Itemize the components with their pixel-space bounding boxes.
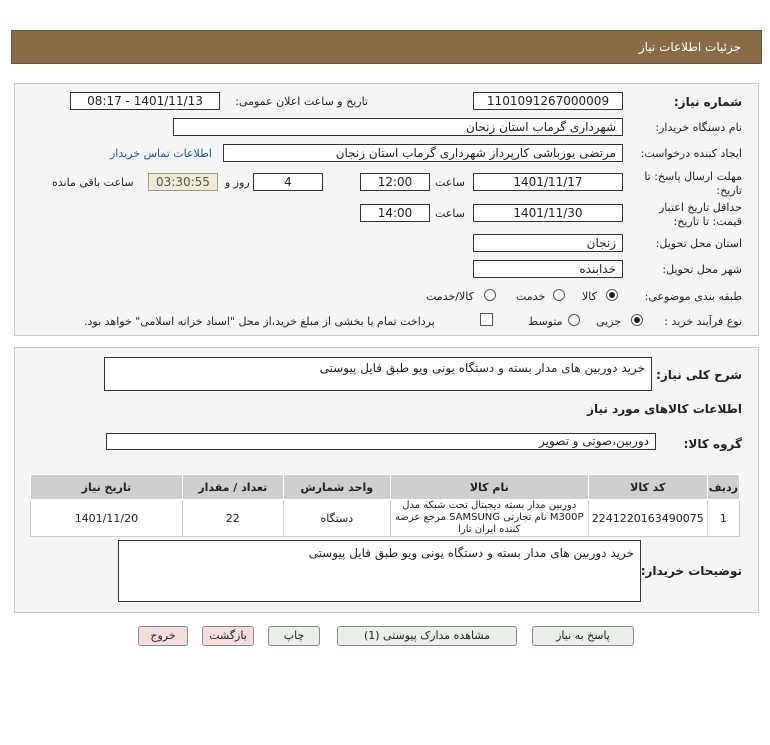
remaining-label: ساعت باقی مانده — [52, 176, 134, 189]
creator-label: ایجاد کننده درخواست: — [640, 147, 742, 160]
table-row — [31, 500, 740, 537]
process-radio-medium[interactable] — [568, 314, 580, 326]
reply-button[interactable]: پاسخ به نیاز — [532, 626, 634, 646]
cell-unit: دستگاه — [283, 500, 390, 537]
cell-item-code: 2241220163490075 — [588, 500, 707, 537]
deadline-label: مهلت ارسال پاسخ: تا — [644, 170, 742, 183]
city-label: شهر محل تحویل: — [662, 263, 742, 276]
validity-date-field: 1401/11/30 — [473, 204, 623, 222]
col-row-number: ردیف — [707, 475, 739, 500]
need-number-field: 1101091267000009 — [473, 92, 623, 110]
deadline-time-field: 12:00 — [360, 173, 430, 191]
city-field: خدابنده — [473, 260, 623, 278]
category-radio-goods[interactable] — [606, 289, 618, 301]
goods-section-title: اطلاعات کالاهای مورد نیاز — [587, 402, 742, 416]
validity-label: حداقل تاریخ اعتبار — [658, 201, 742, 214]
announce-label: تاریخ و ساعت اعلان عمومی: — [235, 95, 368, 108]
col-item-name: نام کالا — [390, 475, 588, 500]
need-summary-label: شرح کلی نیاز: — [656, 368, 742, 382]
creator-field: مرتضی یوزباشی کارپرداز شهرداری گرماب استان زنجان — [223, 144, 623, 162]
validity-time-field: 14:00 — [360, 204, 430, 222]
buyer-contact-link[interactable]: اطلاعات تماس خریدار — [110, 147, 212, 160]
exit-button[interactable]: خروج — [138, 626, 188, 646]
col-item-code: کد کالا — [588, 475, 707, 500]
page-header — [11, 30, 762, 64]
need-number-label: شماره نیاز: — [673, 95, 742, 109]
col-unit: واحد شمارش — [283, 475, 390, 500]
table-header-row — [31, 475, 740, 500]
buyer-notes-field: خرید دوربین های مدار بسته و دستگاه یونی ویو طبق فایل پیوستی — [118, 540, 641, 602]
page-title: جزئیات اطلاعات نیاز — [638, 40, 741, 54]
deadline-hour-label: ساعت — [435, 176, 465, 189]
remaining-time-field: 03:30:55 — [148, 173, 218, 191]
back-button[interactable]: بازگشت — [202, 626, 254, 646]
buyer-org-label: نام دستگاه خریدار: — [655, 121, 742, 134]
process-option-medium: متوسط — [528, 315, 563, 328]
category-radio-service[interactable] — [553, 289, 565, 301]
goods-group-field: دوربین،صوتی و تصویر — [106, 433, 656, 450]
category-label: طبقه بندی موضوعی: — [644, 290, 742, 303]
treasury-checkbox[interactable] — [480, 313, 493, 326]
province-field: زنجان — [473, 234, 623, 252]
col-need-date: تاریخ نیاز — [31, 475, 183, 500]
days-remaining-field: 4 — [253, 173, 323, 191]
col-quantity: تعداد / مقدار — [182, 475, 283, 500]
need-summary-field: خرید دوربین های مدار بسته و دستگاه یونی ویو طبق فایل پیوستی — [104, 357, 652, 391]
validity-hour-label: ساعت — [435, 207, 465, 220]
category-option-service: خدمت — [516, 290, 546, 303]
category-radio-both[interactable] — [484, 289, 496, 301]
view-attachments-button[interactable]: مشاهده مدارک پیوستی (1) — [337, 626, 517, 646]
validity-label-2: قیمت: تا تاریخ: — [673, 215, 742, 228]
goods-table — [30, 474, 740, 537]
days-label: روز و — [225, 176, 250, 189]
process-label: نوع فرآیند خرید : — [664, 315, 742, 328]
print-button[interactable]: چاپ — [268, 626, 320, 646]
cell-row-number: 1 — [707, 500, 739, 537]
buyer-notes-label: توضیحات خریدار: — [640, 564, 742, 578]
deadline-date-field: 1401/11/17 — [473, 173, 623, 191]
goods-group-label: گروه کالا: — [683, 437, 742, 451]
payment-note: پرداخت تمام یا بخشی از مبلغ خرید،از محل "اسناد خزانه اسلامی" خواهد بود. — [84, 315, 435, 328]
category-option-both: کالا/خدمت — [426, 290, 474, 303]
deadline-label-2: تاریخ: — [716, 184, 742, 197]
process-radio-minor[interactable] — [631, 314, 643, 326]
cell-need-date: 1401/11/20 — [31, 500, 183, 537]
process-option-minor: جزیی — [596, 315, 622, 328]
cell-quantity: 22 — [182, 500, 283, 537]
category-option-goods: کالا — [582, 290, 597, 303]
cell-item-name: دوربین مدار بسته دیجیتال تحت شبکه مدل M300P نام تجارتی SAMSUNG مرجع عرضه کننده ایران تارا — [390, 500, 588, 537]
buyer-org-field: شهرداری گرماب استان زنجان — [173, 118, 623, 136]
province-label: استان محل تحویل: — [655, 237, 742, 250]
announce-field: 1401/11/13 - 08:17 — [70, 92, 220, 110]
